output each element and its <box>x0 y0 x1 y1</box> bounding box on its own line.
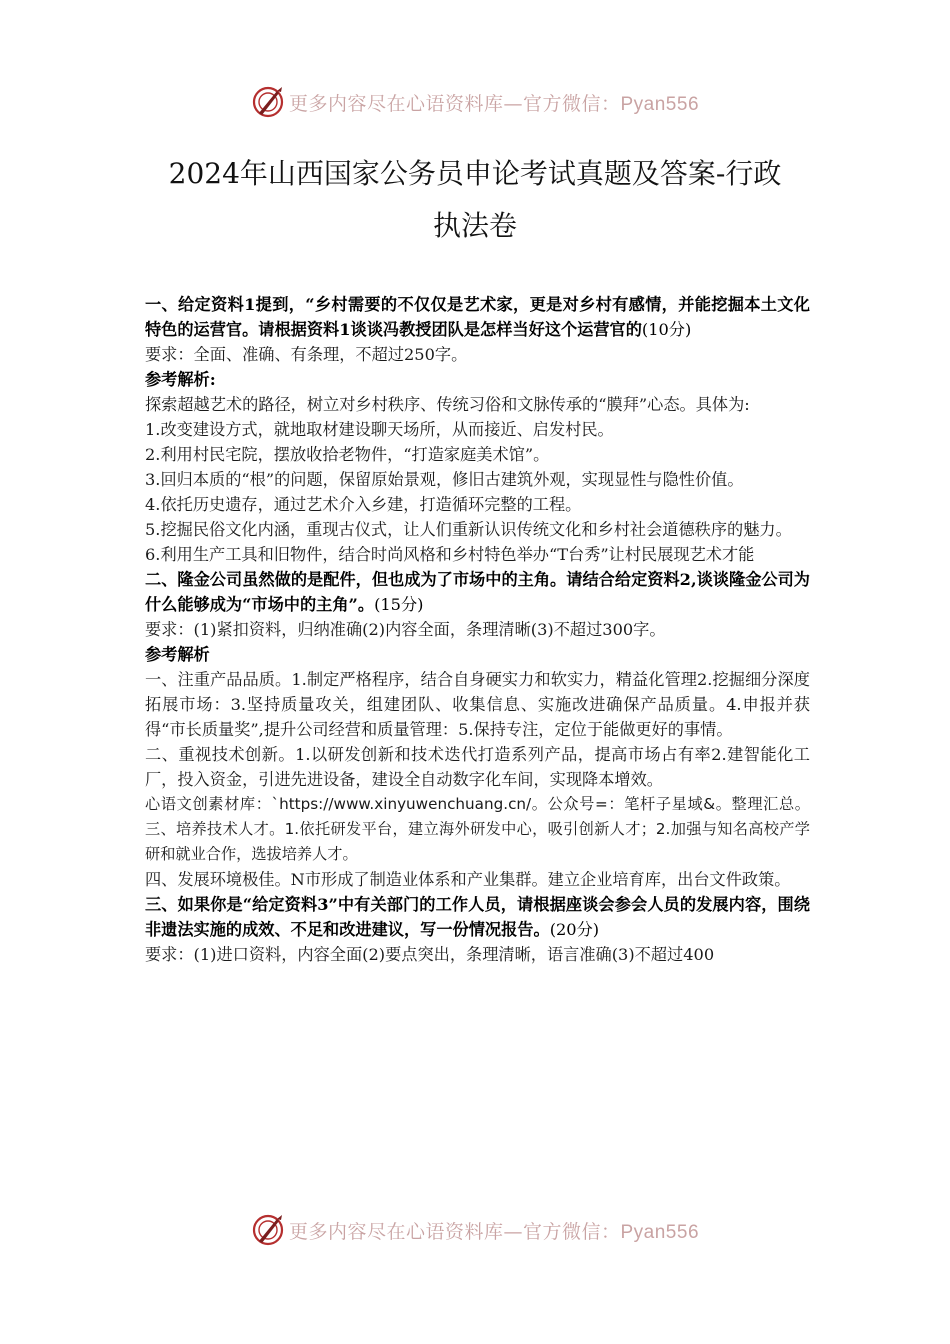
answer-2-part-2: 二、重视技术创新。1.以研发创新和技术迭代打造系列产品，提高市场占有率2.建智能化工厂，投入资金，引进先进设备，建设全自动数字化车间，实现降本增效。 <box>145 745 810 789</box>
document-body <box>145 292 810 967</box>
question-1-requirement: 要求：全面、准确、有条理，不超过250字。 <box>145 345 468 364</box>
footer-brand-main: 更多内容尽在心语资料库 <box>288 1220 504 1243</box>
footer-brand-sub: 官方微信： <box>522 1220 621 1243</box>
question-1-analysis-label: 参考解析: <box>145 370 216 389</box>
title-line-1: 2024年山西国家公务员申论考试真题及答案-行政 <box>168 157 782 190</box>
question-1-score: (10分) <box>641 320 692 339</box>
answer-2-part-4: 四、发展环境极佳。N市形成了制造业体系和产业集群。建立企业培育库，出台文件政策。 <box>145 870 791 889</box>
header-brand-main: 更多内容尽在心语资料库 <box>288 92 504 115</box>
question-2-requirement: 要求：(1)紧扣资料，归纳准确(2)内容全面，条理清晰(3)不超过300字。 <box>145 620 666 639</box>
header-brand-bar <box>0 82 950 122</box>
footer-brand-dash: — <box>503 1220 523 1243</box>
header-brand-handle: Pyan556 <box>620 93 700 115</box>
header-brand-dash: — <box>503 92 523 115</box>
brand-logo-icon <box>251 85 285 119</box>
embedded-ad-text: 心语文创素材库：`https://www.xinyuwenchuang.cn/。公众号=：笔杆子星域&。整理汇总。三、培养技术人才。1.依托研发平台，建立海外研发中心，吸引创新人才；2.加强与知名高校产学研和就业合作，选拔培养人才。 <box>145 795 810 863</box>
answer-1-intro: 探索超越艺术的路径，树立对乡村秩序、传统习俗和文脉传承的“膜拜”心态。具体为: <box>145 395 750 414</box>
question-2 <box>145 567 810 617</box>
answer-1-point-5: 5.挖掘民俗文化内涵，重现古仪式，让人们重新认识传统文化和乡村社会道德秩序的魅力。 <box>145 520 792 539</box>
document-title <box>130 148 820 252</box>
question-1 <box>145 292 810 342</box>
title-line-2: 执法卷 <box>432 209 517 242</box>
answer-1-point-3: 3.回归本质的“根”的问题，保留原始景观，修旧古建筑外观，实现显性与隐性价值。 <box>145 470 744 489</box>
question-1-text: 一、给定资料1提到，“乡村需要的不仅仅是艺术家，更是对乡村有感情，并能挖掘本土文化特色的运营官。请根据资料1谈谈冯教授团队是怎样当好这个运营官的 <box>145 295 810 339</box>
answer-1-point-1: 1.改变建设方式，就地取材建设聊天场所，从而接近、启发村民。 <box>145 420 614 439</box>
header-brand-sub: 官方微信： <box>522 92 621 115</box>
question-2-text: 二、隆金公司虽然做的是配件，但也成为了市场中的主角。请结合给定资料2,谈谈隆金公司为什么能够成为“市场中的主角”。 <box>145 570 810 614</box>
question-2-analysis-label: 参考解析 <box>145 645 210 664</box>
brand-logo-icon <box>251 1213 285 1247</box>
question-3-requirement: 要求：(1)进口资料，内容全面(2)要点突出，条理清晰，语言准确(3)不超过400 <box>145 945 715 964</box>
footer-brand-bar <box>0 1210 950 1250</box>
footer-brand-text <box>289 1217 699 1244</box>
answer-1-point-2: 2.利用村民宅院，摆放收拾老物件，“打造家庭美术馆”。 <box>145 445 550 464</box>
footer-brand-handle: Pyan556 <box>620 1221 700 1243</box>
question-2-score: (15分) <box>374 595 424 614</box>
answer-1-point-6: 6.利用生产工具和旧物件，结合时尚风格和乡村特色举办“T台秀”让村民展现艺术才能 <box>145 545 755 564</box>
question-3-score: (20分) <box>549 920 600 939</box>
answer-1-point-4: 4.依托历史遗存，通过艺术介入乡建，打造循环完整的工程。 <box>145 495 582 514</box>
question-3 <box>145 892 810 942</box>
header-brand-text <box>289 89 699 116</box>
question-3-text: 三、如果你是“给定资料3”中有关部门的工作人员，请根据座谈会参会人员的发展内容，围绕非遗法实施的成效、不足和改进建议，写一份情况报告。 <box>145 895 810 939</box>
answer-2-part-1: 一、注重产品品质。1.制定严格程序，结合自身硬实力和软实力，精益化管理2.挖掘细分深度拓展市场：3.坚持质量攻关，组建团队、收集信息、实施改进确保产品质量。4.申报并获得“市长质量奖”,提升公司经营和质量管理：5.保持专注，定位于能做更好的事情。 <box>145 670 810 739</box>
